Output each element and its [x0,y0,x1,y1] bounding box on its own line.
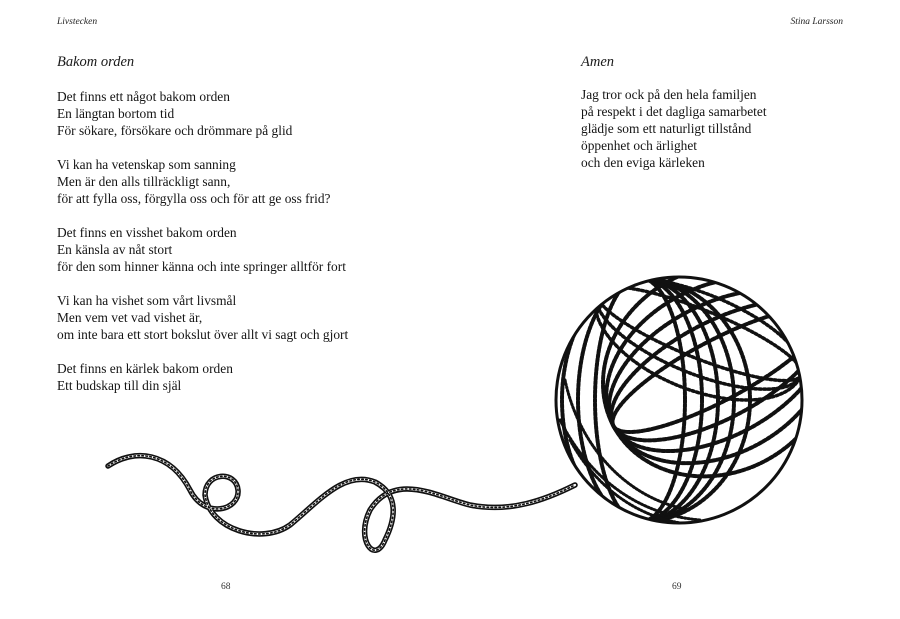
page-number-left: 68 [221,582,231,592]
poem-line: på respekt i det dagliga samarbetet [581,104,767,119]
poem-title-left: Bakom orden [57,54,135,70]
poem-line: för den som hinner känna och inte springer alltför fort [57,259,346,274]
poem-line: Vi kan ha vishet som vårt livsmål [57,293,237,308]
running-head-right: Stina Larsson [790,17,843,27]
poem-line: En känsla av nåt stort [57,242,173,257]
poem-line: öppenhet och ärlighet [581,138,698,153]
poem-line: En längtan bortom tid [57,106,175,121]
poem-line: glädje som ett naturligt tillstånd [581,121,752,136]
running-head-left: Livstecken [57,17,98,27]
poem-line: Ett budskap till din själ [57,378,182,393]
poem-line: Det finns ett något bakom orden [57,89,230,104]
yarn-ball [530,225,870,525]
poem-line: För sökare, försökare och drömmare på glid [57,123,293,138]
poem-line: och den eviga kärleken [581,155,705,170]
page-number-right: 69 [672,582,682,592]
poem-line: för att fylla oss, förgylla oss och för att ge oss frid? [57,191,331,206]
poem-title-right: Amen [581,54,615,70]
yarn-string [108,456,575,551]
poem-line: Det finns en kärlek bakom orden [57,361,233,376]
poem-line: Vi kan ha vetenskap som sanning [57,157,236,172]
poem-line: Jag tror ock på den hela familjen [581,87,757,102]
poem-line: Men är den alls tillräckligt sann, [57,174,231,189]
poem-line: om inte bara ett stort bokslut över allt vi sagt och gjort [57,327,349,342]
poem-line: Men vem vet vad vishet är, [57,310,203,325]
poem-line: Det finns en visshet bakom orden [57,225,237,240]
